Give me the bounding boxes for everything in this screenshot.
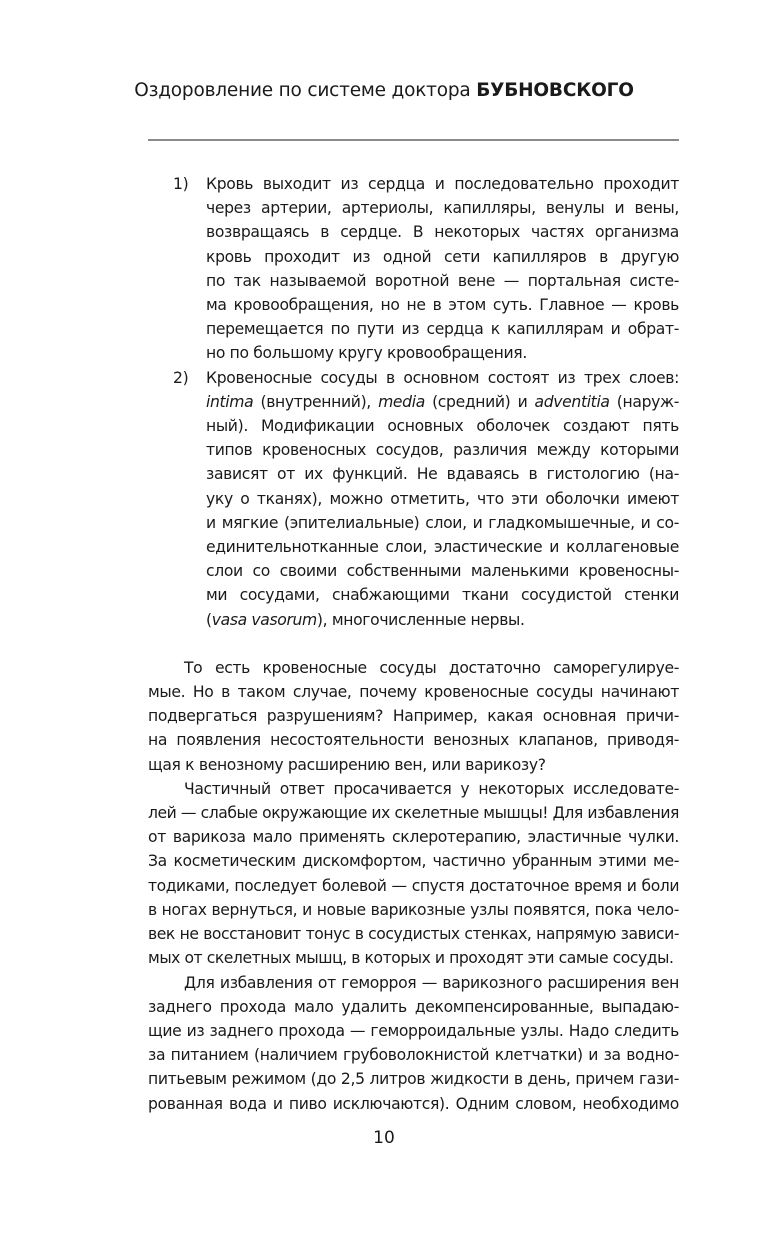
text-line: за питанием (наличием грубоволокнистой клетчатки) и за водно- (148, 1046, 679, 1065)
paragraph-2 (148, 777, 679, 971)
text-line: в ногах вернуться, и новые варикозные узлы появятся, пока чело- (148, 900, 679, 919)
text-line: ный). Модификации основных оболочек создают пять (206, 417, 679, 436)
text-line: единительнотканные слои, эластические и коллагеновые (206, 538, 679, 557)
text-line: через артерии, артериолы, капилляры, венулы и вены, (206, 199, 679, 218)
text-line: То есть кровеносные сосуды достаточно саморегулируе- (184, 658, 679, 677)
latin-term: adventitia (534, 392, 610, 411)
text-line: перемещается по пути из сердца к капиллярам и обрат- (206, 320, 679, 339)
text-line: возвращаясь в сердце. В некоторых частях организма (206, 223, 679, 242)
latin-term: intima (206, 392, 254, 411)
text-line: но по большому кругу кровообращения. (206, 344, 527, 363)
text-line: подвергаться разрушениям? Например, какая основная причи- (148, 707, 679, 726)
text-line: Для избавления от геморроя — варикозного расширения вен (184, 973, 679, 992)
text-line: тодиками, последует болевой — спустя достаточное время и боли (148, 876, 679, 895)
paragraph-1 (148, 656, 679, 777)
list-number: 2) (173, 368, 189, 387)
text-line: щие из заднего прохода — геморроидальные узлы. Надо следить (148, 1021, 679, 1040)
list-number: 1) (173, 175, 189, 193)
text-line: рованная вода и пиво исключаются). Одним словом, необходимо (148, 1094, 679, 1113)
text-line: заднего прохода мало удалить декомпенсированные, выпадаю- (148, 997, 679, 1016)
text-line: За косметическим дискомфортом, частично убранным этими ме- (148, 852, 679, 871)
text-line: ми сосудами, снабжающими ткани сосудистой стенки (206, 586, 679, 605)
text-line: слои со своими собственными маленькими кровеносны- (206, 562, 679, 581)
header-author: БУБНОВСКОГО (476, 80, 634, 101)
text-line: Частичный ответ просачивается у некоторых исследовате- (184, 779, 679, 798)
page-body (148, 172, 679, 1116)
text-line: питьевым режимом (до 2,5 литров жидкости в день, причем гази- (148, 1070, 679, 1089)
text-line: кровь проходит из одной сети капилляров в другую (206, 247, 679, 266)
list-item-1 (148, 172, 679, 366)
text-line: ма кровообращения, но не в этом суть. Главное — кровь (206, 296, 679, 315)
text-line: по так называемой воротной вене — портальная систе- (206, 271, 679, 290)
list-item-2 (148, 366, 679, 632)
text-line: от варикоза мало применять склеротерапию, эластичные чулки. (148, 828, 679, 847)
text-line: Кровеносные сосуды в основном состоят из трех слоев: (206, 368, 679, 387)
latin-term: media (378, 392, 425, 411)
running-header (0, 80, 768, 101)
text-line: лей — слабые окружающие их скелетные мышцы! Для избавления (148, 804, 679, 823)
header-title: Оздоровление по системе доктора (134, 80, 471, 101)
text-line: зависят от их функций. Не вдаваясь в гистологию (на- (206, 465, 679, 484)
text-line: век не восстановит тонус в сосудистых стенках, напрямую зависи- (148, 925, 679, 944)
text-line: на появления несостоятельности венозных клапанов, приводя- (148, 731, 679, 750)
header-divider (148, 139, 679, 141)
text-line: Кровь выходит из сердца и последовательно проходит (206, 175, 679, 193)
text-line: мых от скелетных мышц, в которых и проходят эти самые сосуды. (148, 949, 674, 968)
text-line: щая к венозному расширению вен, или варикозу? (148, 755, 546, 774)
text-line: мые. Но в таком случае, почему кровеносные сосуды начинают (148, 683, 679, 702)
page-number: 10 (373, 1128, 395, 1148)
text-line: (vasa vasorum), многочисленные нервы. (206, 610, 525, 629)
spacer (148, 632, 679, 656)
paragraph-3 (148, 971, 679, 1116)
text-line: типов кровеносных сосудов, различия между которыми (206, 441, 679, 460)
text-line: и мягкие (эпителиальные) слои, и гладкомышечные, и со- (206, 513, 679, 532)
text-line: уку о тканях), можно отметить, что эти оболочки имеют (206, 489, 679, 508)
text-line: intima (внутренний), media (средний) и adventitia (наруж- (206, 392, 679, 411)
latin-term: vasa vasorum (211, 610, 317, 629)
